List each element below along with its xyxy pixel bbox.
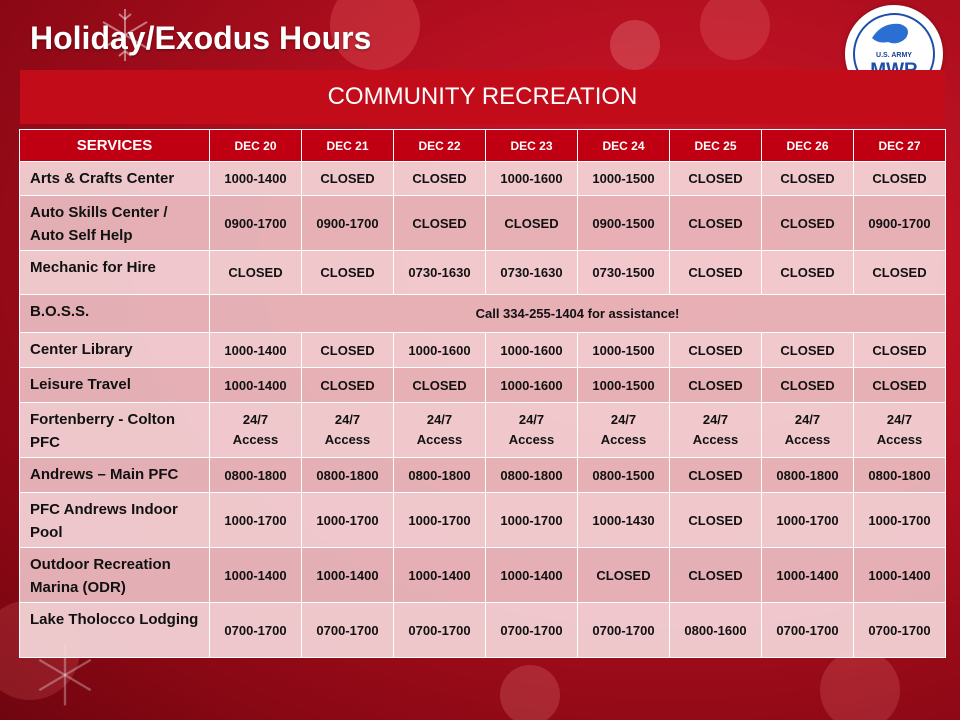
table-row <box>20 403 946 458</box>
hours-cell: CLOSED <box>670 196 762 251</box>
hours-cell: 24/7 Access <box>762 403 854 458</box>
service-name: Mechanic for Hire <box>20 251 210 295</box>
hours-table <box>19 129 946 658</box>
table-row <box>20 333 946 368</box>
hours-cell: 1000-1430 <box>578 493 670 548</box>
hours-cell: 1000-1700 <box>210 493 302 548</box>
table-row <box>20 603 946 658</box>
hours-cell: 0800-1600 <box>670 603 762 658</box>
hours-cell: 1000-1600 <box>394 333 486 368</box>
service-name: Leisure Travel <box>20 368 210 403</box>
hours-cell: 0900-1700 <box>302 196 394 251</box>
hours-cell: CLOSED <box>670 251 762 295</box>
hours-cell: 1000-1500 <box>578 333 670 368</box>
date-header: DEC 21 <box>302 130 394 162</box>
hours-cell: 0700-1700 <box>302 603 394 658</box>
hours-cell: 1000-1400 <box>394 548 486 603</box>
hours-cell: 1000-1400 <box>210 162 302 196</box>
hours-cell: 0800-1800 <box>854 458 946 493</box>
hours-cell: 0900-1500 <box>578 196 670 251</box>
service-name: B.O.S.S. <box>20 295 210 333</box>
hours-cell: 0800-1800 <box>302 458 394 493</box>
hours-cell: CLOSED <box>670 548 762 603</box>
date-header: DEC 27 <box>854 130 946 162</box>
table-header-row <box>20 130 946 162</box>
service-name: Arts & Crafts Center <box>20 162 210 196</box>
table-row <box>20 368 946 403</box>
hours-cell: CLOSED <box>578 548 670 603</box>
hours-cell: 1000-1400 <box>210 548 302 603</box>
hours-cell: 0700-1700 <box>210 603 302 658</box>
hours-cell: 0730-1630 <box>394 251 486 295</box>
hours-cell: CLOSED <box>670 333 762 368</box>
service-name: Andrews – Main PFC <box>20 458 210 493</box>
table-row <box>20 548 946 603</box>
hours-cell: 1000-1600 <box>486 368 578 403</box>
hours-cell: CLOSED <box>762 368 854 403</box>
hours-cell: 24/7 Access <box>854 403 946 458</box>
hours-cell: 1000-1400 <box>302 548 394 603</box>
hours-cell: 1000-1400 <box>486 548 578 603</box>
date-header: DEC 23 <box>486 130 578 162</box>
hours-cell: 0700-1700 <box>578 603 670 658</box>
hours-cell: 24/7 Access <box>210 403 302 458</box>
hours-cell: 1000-1700 <box>762 493 854 548</box>
bokeh-light <box>820 650 900 720</box>
hours-cell: 0800-1800 <box>210 458 302 493</box>
table-row <box>20 251 946 295</box>
hours-cell: 0900-1700 <box>210 196 302 251</box>
hours-cell: 1000-1400 <box>854 548 946 603</box>
hours-cell: CLOSED <box>394 162 486 196</box>
table-row <box>20 493 946 548</box>
hours-cell: CLOSED <box>302 251 394 295</box>
hours-cell: CLOSED <box>854 333 946 368</box>
hours-cell: CLOSED <box>486 196 578 251</box>
hours-cell: 1000-1700 <box>486 493 578 548</box>
hours-cell: 1000-1600 <box>486 162 578 196</box>
table-row <box>20 458 946 493</box>
service-name: Lake Tholocco Lodging <box>20 603 210 658</box>
hours-cell: CLOSED <box>854 162 946 196</box>
service-name: Outdoor Recreation Marina (ODR) <box>20 548 210 603</box>
service-name: Fortenberry - Colton PFC <box>20 403 210 458</box>
date-header: DEC 22 <box>394 130 486 162</box>
hours-cell: CLOSED <box>394 368 486 403</box>
service-note: Call 334-255-1404 for assistance! <box>210 295 946 333</box>
bokeh-light <box>700 0 770 60</box>
hours-cell: CLOSED <box>210 251 302 295</box>
hours-cell: 24/7 Access <box>302 403 394 458</box>
hours-cell: CLOSED <box>854 368 946 403</box>
hours-cell: 0800-1800 <box>762 458 854 493</box>
hours-cell: CLOSED <box>302 333 394 368</box>
logo-top-text: U.S. ARMY <box>876 52 912 59</box>
hours-cell: 1000-1700 <box>854 493 946 548</box>
hours-cell: 0700-1700 <box>486 603 578 658</box>
hours-cell: CLOSED <box>302 368 394 403</box>
hours-cell: 0800-1800 <box>486 458 578 493</box>
service-name: PFC Andrews Indoor Pool <box>20 493 210 548</box>
hours-cell: CLOSED <box>670 162 762 196</box>
hours-cell: 0700-1700 <box>762 603 854 658</box>
hours-cell: CLOSED <box>762 162 854 196</box>
hours-cell: 0700-1700 <box>854 603 946 658</box>
table-row <box>20 295 946 333</box>
hours-cell: CLOSED <box>854 251 946 295</box>
hours-cell: 1000-1400 <box>210 368 302 403</box>
page-title: Holiday/Exodus Hours <box>30 20 372 56</box>
hours-cell: 0730-1630 <box>486 251 578 295</box>
hours-cell: CLOSED <box>302 162 394 196</box>
section-banner: COMMUNITY RECREATION <box>20 70 945 124</box>
bokeh-light <box>500 665 560 720</box>
hours-cell: CLOSED <box>762 196 854 251</box>
hours-cell: 0700-1700 <box>394 603 486 658</box>
hours-cell: 24/7 Access <box>486 403 578 458</box>
hours-cell: 1000-1500 <box>578 162 670 196</box>
date-header: DEC 24 <box>578 130 670 162</box>
hours-cell: 1000-1700 <box>302 493 394 548</box>
hours-cell: 24/7 Access <box>670 403 762 458</box>
table-row <box>20 196 946 251</box>
date-header: DEC 25 <box>670 130 762 162</box>
hours-cell: CLOSED <box>394 196 486 251</box>
hours-cell: 1000-1400 <box>210 333 302 368</box>
hours-cell: 1000-1700 <box>394 493 486 548</box>
bokeh-light <box>610 20 660 70</box>
hours-cell: CLOSED <box>670 493 762 548</box>
hours-cell: CLOSED <box>670 458 762 493</box>
hours-cell: CLOSED <box>762 251 854 295</box>
hours-cell: 1000-1400 <box>762 548 854 603</box>
service-name: Auto Skills Center / Auto Self Help <box>20 196 210 251</box>
hours-cell: CLOSED <box>670 368 762 403</box>
hours-cell: 24/7 Access <box>578 403 670 458</box>
hours-cell: 0800-1500 <box>578 458 670 493</box>
hours-cell: CLOSED <box>762 333 854 368</box>
hours-cell: 0800-1800 <box>394 458 486 493</box>
service-name: Center Library <box>20 333 210 368</box>
date-header: DEC 20 <box>210 130 302 162</box>
hours-cell: 24/7 Access <box>394 403 486 458</box>
services-header: SERVICES <box>20 130 210 162</box>
hours-cell: 1000-1600 <box>486 333 578 368</box>
hours-cell: 1000-1500 <box>578 368 670 403</box>
hours-cell: 0730-1500 <box>578 251 670 295</box>
table-row <box>20 162 946 196</box>
hours-cell: 0900-1700 <box>854 196 946 251</box>
date-header: DEC 26 <box>762 130 854 162</box>
